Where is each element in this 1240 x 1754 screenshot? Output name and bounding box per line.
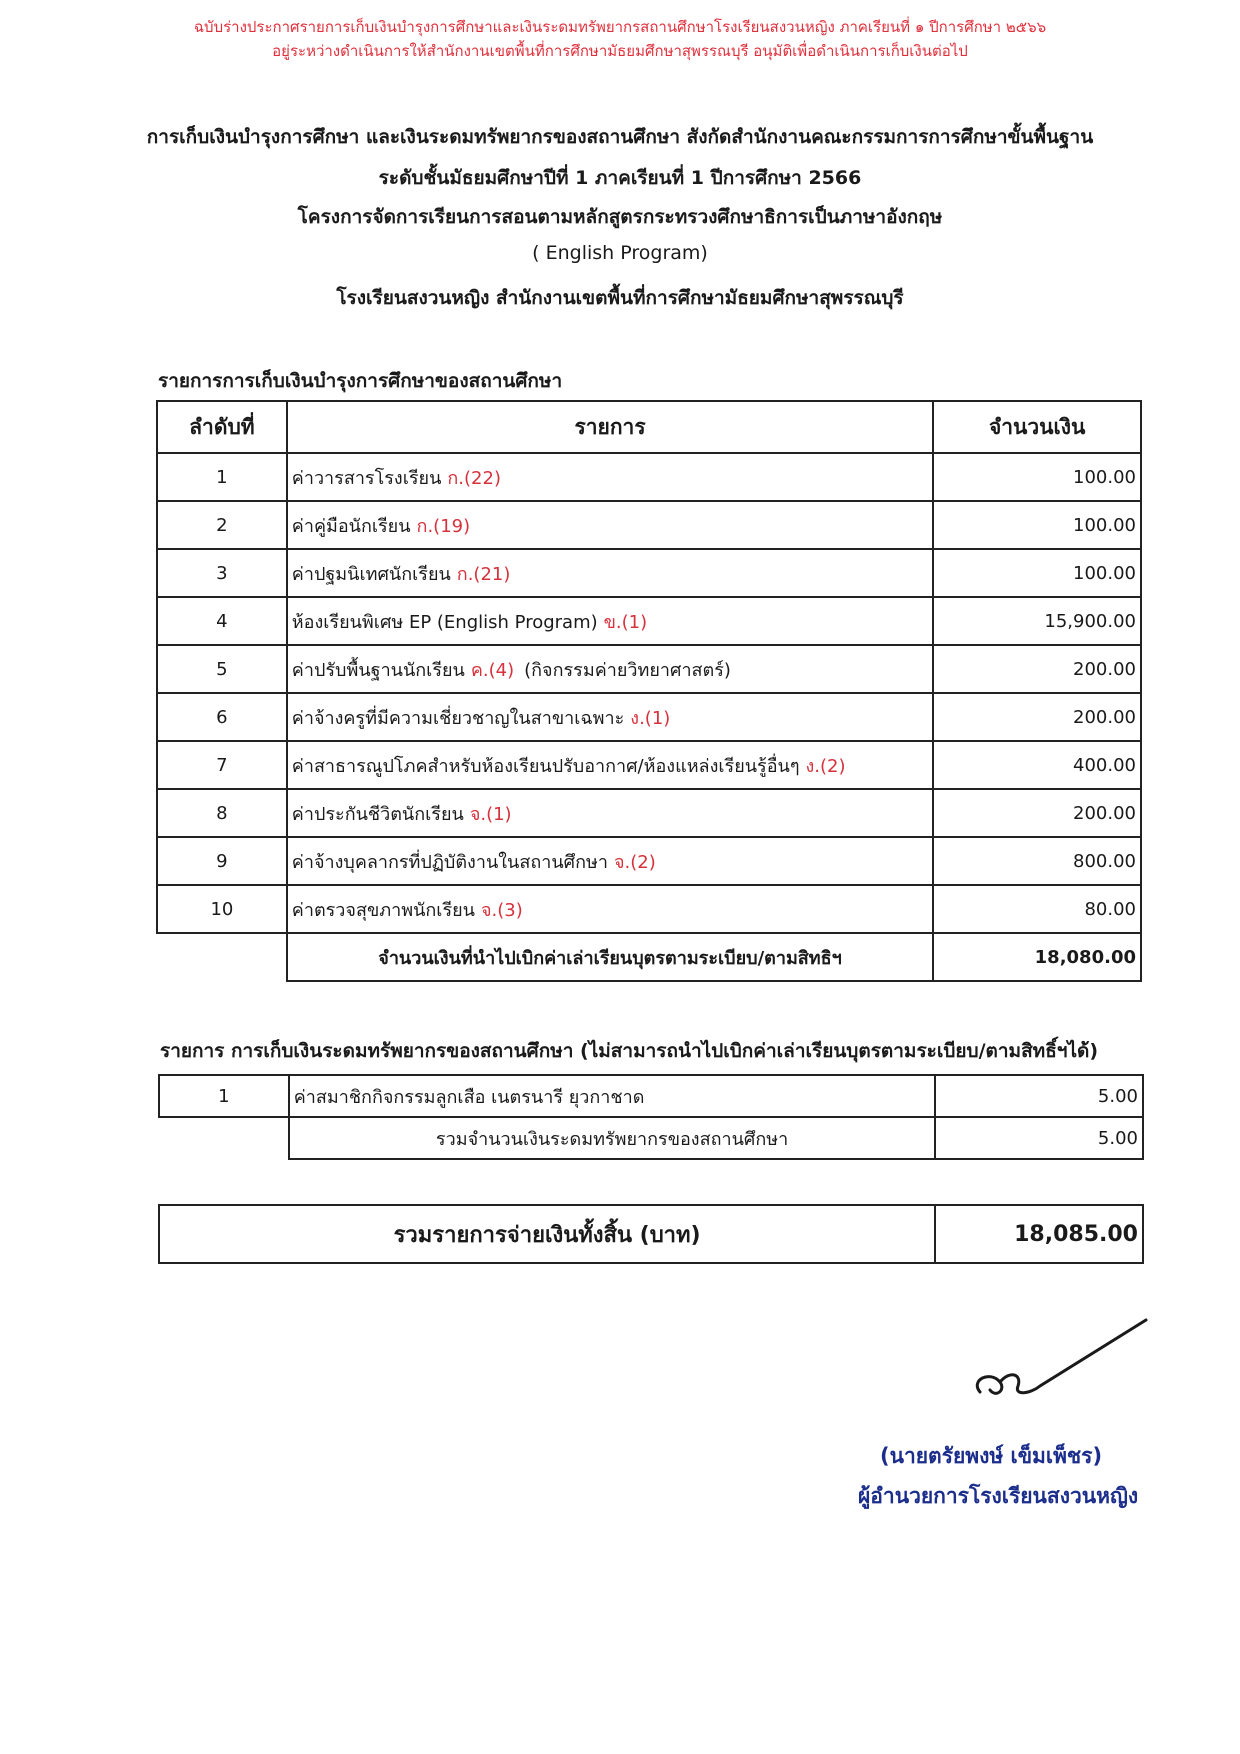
fee-row-item: [287, 693, 933, 741]
section2-total-label: รวมจำนวนเงินระดมทรัพยากรของสถานศึกษา: [289, 1117, 936, 1159]
fee-row: [157, 837, 1141, 885]
fee-item-ref: ง.(1): [630, 707, 671, 729]
section1-title: รายการการเก็บเงินบำรุงการศึกษาของสถานศึกษา: [158, 370, 563, 392]
fee-row-no: 6: [157, 693, 287, 741]
signatory-position: ผู้อำนวยการโรงเรียนสงวนหญิง: [858, 1484, 1139, 1508]
header-line4: ( English Program): [532, 242, 708, 264]
resource-row-amount: 5.00: [935, 1075, 1143, 1117]
fee-item-ref: จ.(2): [613, 851, 656, 873]
fee-item-label: ค่าตรวจสุขภาพนักเรียน: [291, 899, 475, 921]
fee-item-label: ค่าวารสารโรงเรียน: [291, 467, 442, 489]
fee-row-item: [287, 453, 933, 501]
fee-item-ref: จ.(1): [469, 803, 512, 825]
fee-row-amount: 100.00: [933, 549, 1141, 597]
fee-item-extra: (กิจกรรมค่ายวิทยาศาสตร์): [524, 659, 731, 681]
fee-row-item: [287, 501, 933, 549]
fee-row: [157, 693, 1141, 741]
fee-item-label: ค่าจ้างครูที่มีความเชี่ยวชาญในสาขาเฉพาะ: [291, 707, 625, 729]
fee-row-item: [287, 789, 933, 837]
resource-row-item: ค่าสมาชิกกิจกรรมลูกเสือ เนตรนารี ยุวกาชาด: [289, 1075, 936, 1117]
fee-row: [157, 453, 1141, 501]
fee-item-label: ค่าจ้างบุคลากรที่ปฏิบัติงานในสถานศึกษา: [291, 851, 608, 873]
fee-item-ref: ข.(1): [603, 611, 648, 633]
fee-row-amount: 400.00: [933, 741, 1141, 789]
fee-row-no: 8: [157, 789, 287, 837]
fee-row: [157, 789, 1141, 837]
fee-row-item: [287, 645, 933, 693]
fee-row: [157, 501, 1141, 549]
grand-total-table: [158, 1204, 1144, 1264]
fee-row-no: 10: [157, 885, 287, 933]
fee-row-no: 9: [157, 837, 287, 885]
fee-table: [156, 400, 1142, 982]
section2-title: รายการ การเก็บเงินระดมทรัพยากรของสถานศึกษา (ไม่สามารถนำไปเบิกค่าเล่าเรียนบุตรตามระเบียบ/ตามสิทธิ์ฯได้): [160, 1040, 1099, 1062]
fee-row-no: 4: [157, 597, 287, 645]
fee-row-amount: 80.00: [933, 885, 1141, 933]
fee-row: [157, 885, 1141, 933]
fee-row-item: [287, 549, 933, 597]
column-header-item: รายการ: [287, 401, 933, 453]
section1-total-amount: 18,080.00: [933, 933, 1141, 981]
fee-row-no: 1: [157, 453, 287, 501]
fee-item-label: ค่าคู่มือนักเรียน: [291, 515, 411, 537]
fee-row-item: [287, 837, 933, 885]
header-line3: โครงการจัดการเรียนการสอนตามหลักสูตรกระทรวงศึกษาธิการเป็นภาษาอังกฤษ: [297, 206, 943, 228]
fee-row-no: 3: [157, 549, 287, 597]
resource-row-no: 1: [159, 1075, 289, 1117]
fee-row-amount: 100.00: [933, 501, 1141, 549]
column-header-amount: จำนวนเงิน: [933, 401, 1141, 453]
fee-row-amount: 200.00: [933, 693, 1141, 741]
header-line5: โรงเรียนสงวนหญิง สำนักงานเขตพื้นที่การศึกษามัธยมศึกษาสุพรรณบุรี: [336, 287, 904, 309]
fee-item-label: ค่าประกันชีวิตนักเรียน: [291, 803, 464, 825]
header-line2: ระดับชั้นมัธยมศึกษาปีที่ 1 ภาคเรียนที่ 1 ปีการศึกษา 2566: [378, 167, 862, 189]
fee-row-item: [287, 741, 933, 789]
section1-total-label: จำนวนเงินที่นำไปเบิกค่าเล่าเรียนบุตรตามระเบียบ/ตามสิทธิฯ: [287, 933, 933, 981]
header-line1: การเก็บเงินบำรุงการศึกษา และเงินระดมทรัพยากรของสถานศึกษา สังกัดสำนักงานคณะกรรมการการศึกษาขั้นพื้นฐาน: [146, 126, 1094, 148]
signatory-name: (นายตรัยพงษ์ เข็มเพ็ชร): [880, 1444, 1103, 1468]
fee-row-no: 5: [157, 645, 287, 693]
grand-total-label: รวมรายการจ่ายเงินทั้งสิ้น (บาท): [159, 1205, 935, 1263]
fee-row-amount: 15,900.00: [933, 597, 1141, 645]
fee-row-item: [287, 597, 933, 645]
fee-item-label: ห้องเรียนพิเศษ EP (English Program): [291, 611, 598, 633]
fee-item-ref: ก.(19): [416, 515, 471, 537]
draft-notice-line1: ฉบับร่างประกาศรายการเก็บเงินบำรุงการศึกษาและเงินระดมทรัพยากรสถานศึกษาโรงเรียนสงวนหญิง ภาคเรียนที่ ๑ ปีการศึกษา ๒๕๖๖: [193, 18, 1047, 36]
section2-total-amount: 5.00: [935, 1117, 1143, 1159]
fee-item-ref: ค.(4): [470, 659, 515, 681]
fee-row: [157, 645, 1141, 693]
fee-item-ref: จ.(3): [480, 899, 523, 921]
draft-notice-line2: อยู่ระหว่างดำเนินการให้สำนักงานเขตพื้นที่การศึกษามัธยมศึกษาสุพรรณบุรี อนุมัติเพื่อดำเนินการเก็บเงินต่อไป: [272, 42, 968, 60]
fee-item-ref: ก.(21): [456, 563, 511, 585]
fee-item-label: ค่าปฐมนิเทศนักเรียน: [291, 563, 451, 585]
fee-row-amount: 200.00: [933, 645, 1141, 693]
fee-row-item: [287, 885, 933, 933]
fee-row: [157, 741, 1141, 789]
fee-row-amount: 100.00: [933, 453, 1141, 501]
grand-total-amount: 18,085.00: [935, 1205, 1143, 1263]
fee-item-ref: ก.(22): [447, 467, 501, 489]
fee-item-label: ค่าสาธารณูปโภคสำหรับห้องเรียนปรับอากาศ/ห้องแหล่งเรียนรู้อื่นๆ: [291, 755, 800, 777]
fee-item-ref: ง.(2): [805, 755, 846, 777]
fee-row: [157, 597, 1141, 645]
fee-row-amount: 800.00: [933, 837, 1141, 885]
fee-row-no: 7: [157, 741, 287, 789]
fee-row-no: 2: [157, 501, 287, 549]
column-header-no: ลำดับที่: [157, 401, 287, 453]
fee-row: [157, 549, 1141, 597]
fee-row-amount: 200.00: [933, 789, 1141, 837]
signature-image: [960, 1310, 1160, 1410]
resource-table: [158, 1074, 1144, 1160]
fee-item-label: ค่าปรับพื้นฐานนักเรียน: [291, 659, 465, 681]
